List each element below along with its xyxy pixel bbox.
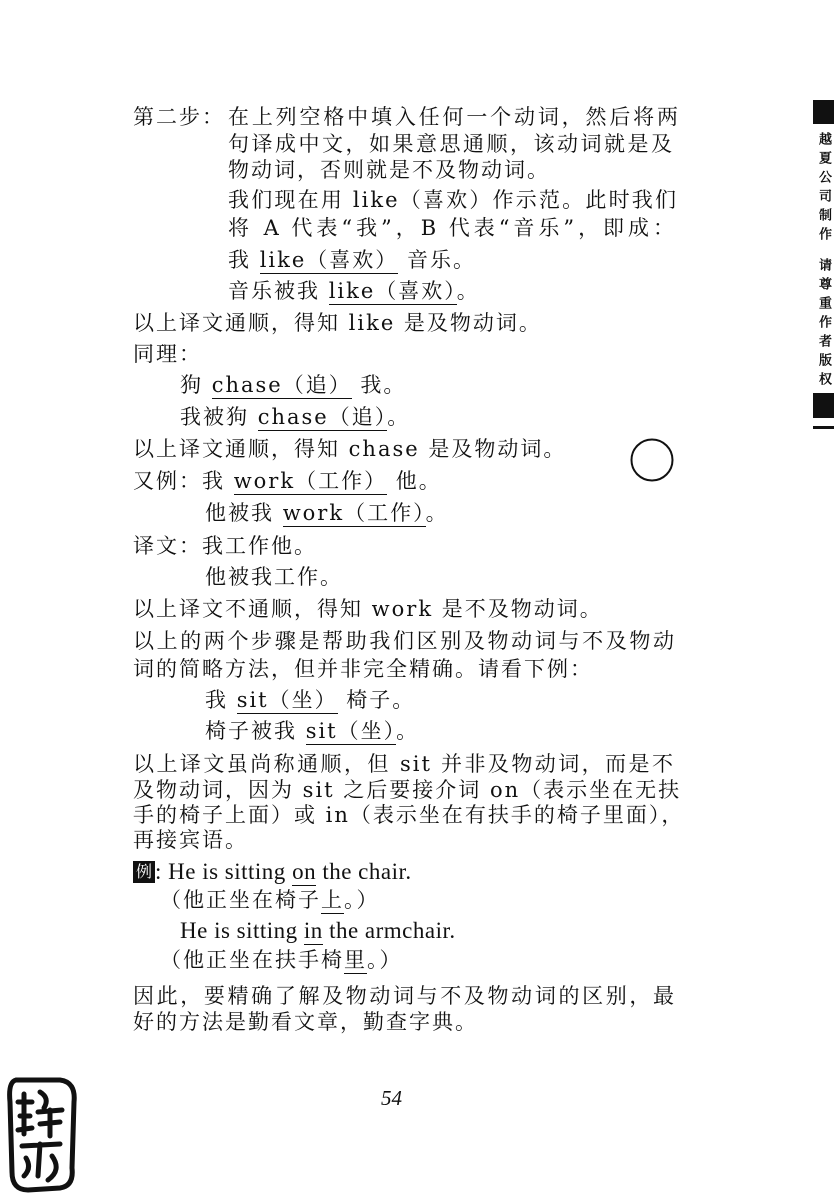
text-line: 我们现在用 like（喜欢）作示范。此时我们 (228, 188, 678, 212)
example-text: : (155, 859, 169, 884)
text-line: 再接宾语。 (133, 828, 248, 852)
example-text: 椅子。 (337, 688, 416, 712)
example-line (205, 500, 449, 526)
watermark-text-bottom: 请尊重作者版权 (816, 258, 831, 391)
example-text: （他正坐在椅子 (160, 888, 321, 912)
text-line: 以上译文通顺，得知 chase 是及物动词。 (133, 437, 567, 461)
example-text: 狗 (180, 373, 212, 397)
example-text: 音乐。 (398, 248, 476, 272)
underlined-verb: like（喜欢） (259, 248, 399, 272)
example-text: 。 (456, 279, 480, 303)
text-line: 在上列空格中填入任何一个动词，然后将两 (228, 105, 680, 129)
text-line: 以上译文通顺，得知 like 是及物动词。 (133, 311, 542, 335)
text-line: 词的简略方法，但并非完全精确。请看下例： (133, 657, 593, 681)
underlined-verb: sit（坐） (236, 688, 338, 712)
example-sentence (180, 918, 456, 944)
example-text: 。 (396, 719, 420, 743)
text-line: 物动词，否则就是不及物动词。 (228, 158, 550, 182)
underlined-word: 上 (321, 888, 344, 912)
translation-line (160, 887, 380, 913)
example-line (180, 372, 406, 398)
example-text: 他。 (387, 469, 442, 493)
text-line: 好的方法是勤看文章，勤查字典。 (133, 1010, 478, 1034)
underlined-verb: chase（追） (211, 373, 352, 397)
underlined-verb: work（工作） (282, 501, 426, 525)
text-line: 将 A 代表“我”，B 代表“音乐”，即成： (228, 216, 676, 240)
example-text: the armchair. (322, 918, 456, 943)
example-line (205, 718, 419, 744)
text-line: 手的椅子上面）或 in（表示坐在有扶手的椅子里面）， (133, 803, 685, 827)
example-text: （他正坐在扶手椅 (160, 948, 344, 972)
example-icon: 例 (133, 861, 155, 883)
text-line: 以上的两个步骤是帮助我们区别及物动词与不及物动 (133, 629, 676, 653)
underlined-verb: sit（坐） (305, 719, 397, 743)
underlined-verb: work（工作） (233, 469, 388, 493)
example-line (133, 468, 442, 494)
example-text: 我 (228, 248, 260, 272)
example-text: He is sitting (168, 859, 293, 884)
text-line: 以上译文不通顺，得知 work 是不及物动词。 (133, 597, 603, 621)
example-text: 。） (367, 948, 403, 972)
example-text: 我 (205, 688, 237, 712)
underlined-word: 里 (344, 948, 367, 972)
circle-mark (628, 436, 676, 484)
example-text: 音乐被我 (228, 279, 329, 303)
watermark-bar-bottom (813, 393, 834, 418)
example-text: 又例：我 (133, 469, 234, 493)
section-label: 同理： (133, 342, 202, 366)
example-text: 。 (387, 405, 411, 429)
text-line: 及物动词，因为 sit 之后要接介词 on（表示坐在无扶 (133, 778, 682, 802)
example-sentence (155, 859, 412, 885)
underlined-verb: chase（追） (257, 405, 388, 429)
example-text: 我。 (351, 373, 407, 397)
example-text: 椅子被我 (205, 719, 306, 743)
example-line (228, 278, 480, 304)
watermark-text-top: 越夏公司制作 (816, 132, 831, 246)
underlined-verb: like（喜欢） (328, 279, 457, 303)
text-line: 译文：我工作他。 (133, 534, 317, 558)
example-text: the chair. (316, 859, 412, 884)
example-text: 我被狗 (180, 405, 258, 429)
underlined-preposition: on (292, 859, 317, 884)
example-text: 。 (425, 501, 449, 525)
translation-line (160, 947, 403, 973)
text-line: 以上译文虽尚称通顺，但 sit 并非及物动词，而是不 (133, 752, 675, 776)
text-line: 句译成中文，如果意思通顺，该动词就是及 (228, 132, 674, 156)
example-line (205, 687, 415, 713)
step-label: 第二步： (133, 105, 225, 129)
page-number: 54 (381, 1086, 402, 1110)
seal-logo (2, 1072, 82, 1196)
underlined-preposition: in (303, 918, 323, 943)
example-text: He is sitting (180, 918, 304, 943)
example-text: 他被我 (205, 501, 283, 525)
example-line (228, 247, 476, 273)
text-line: 因此，要精确了解及物动词与不及物动词的区别，最 (133, 984, 676, 1008)
text-line: 他被我工作。 (205, 565, 343, 589)
example-line (180, 404, 410, 430)
example-text: 。） (344, 888, 380, 912)
watermark-rule (813, 426, 834, 429)
watermark-bar-top (813, 100, 834, 124)
